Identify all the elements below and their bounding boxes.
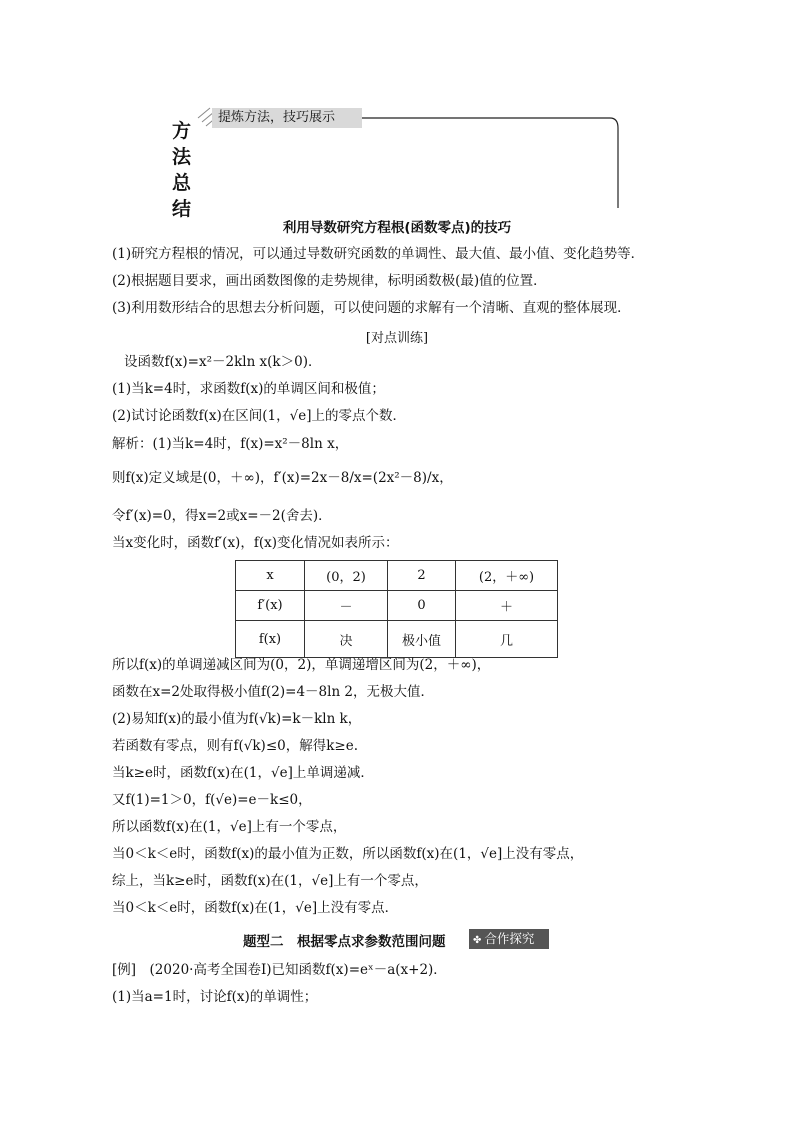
after-table-line-6: 又f(1)=1＞0，f(√e)=e－k≤0， <box>112 792 312 808</box>
problem-stem: 设函数f(x)=x²－2kln x(k＞0)． <box>124 354 322 370</box>
after-table-line-2: 函数在x=2处取得极小值f(2)=4－8ln 2，无极大值． <box>112 684 435 700</box>
table-cell: f′(x) <box>236 591 305 621</box>
after-table-line-4: 若函数有零点，则有f(√k)≤0，解得k≥e. <box>112 738 358 754</box>
solution-line-3: 令f′(x)=0，得x=2或x=－2(舍去)． <box>112 508 332 524</box>
after-table-line-10: 当0＜k＜e时，函数f(x)在(1，√e]上没有零点． <box>112 900 399 916</box>
after-table-line-8: 当0＜k＜e时，函数f(x)的最小值为正数，所以函数f(x)在(1，√e]上没有零点， <box>112 846 584 862</box>
solution-line-4: 当x变化时，函数f′(x)，f(x)变化情况如表所示： <box>112 535 399 551</box>
table-cell: ＋ <box>456 591 558 621</box>
variation-table <box>235 560 558 658</box>
cooperative-explore-badge <box>469 929 549 949</box>
point-1: (1)研究方程根的情况，可以通过导数研究函数的单调性、最大值、最小值、变化趋势等． <box>112 246 645 262</box>
table-cell: 0 <box>388 591 456 621</box>
header-box-label: 提炼方法，技巧展示 <box>212 108 362 128</box>
after-table-line-7: 所以函数f(x)在(1，√e]上有一个零点， <box>112 819 347 835</box>
training-label: [对点训练] <box>365 331 429 346</box>
table-cell: x <box>236 561 305 591</box>
example-line-1: [例] (2020·高考全国卷Ⅰ)已知函数f(x)=eˣ－a(x+2)． <box>112 962 447 978</box>
table-cell: (0，2) <box>305 561 388 591</box>
badge-label: 合作探究 <box>484 931 535 946</box>
table-cell: － <box>305 591 388 621</box>
problem-q2: (2)试讨论函数f(x)在区间(1，√e]上的零点个数． <box>112 408 406 424</box>
after-table-line-3: (2)易知f(x)的最小值为f(√k)=k－kln k， <box>112 711 362 727</box>
type2-title: 题型二 根据零点求参数范围问题 <box>243 934 446 950</box>
after-table-line-9: 综上，当k≥e时，函数f(x)在(1，√e]上有一个零点， <box>112 873 428 889</box>
point-2: (2)根据题目要求，画出函数图像的走势规律，标明函数极(最)值的位置． <box>112 273 547 289</box>
after-table-line-1: 所以f(x)的单调递减区间为(0，2)，单调递增区间为(2，＋∞)， <box>112 657 491 673</box>
point-3: (3)利用数形结合的思想去分析问题，可以使问题的求解有一个清晰、直观的整体展现． <box>112 300 631 316</box>
table-cell: 极小值 <box>388 621 456 658</box>
table-cell: 几 <box>456 621 558 658</box>
example-line-2: (1)当a=1时，讨论f(x)的单调性； <box>112 989 318 1005</box>
problem-q1: (1)当k=4时，求函数f(x)的单调区间和极值； <box>112 381 385 397</box>
section-title: 利用导数研究方程根(函数零点)的技巧 <box>282 220 512 236</box>
method-summary-vertical-title: 方 法 总 结 <box>172 120 193 220</box>
solution-line-2: 则f(x)定义域是(0，＋∞)，f′(x)=2x－8/x=(2x²－8)/x， <box>112 470 453 486</box>
puzzle-icon: ✤ <box>473 935 482 946</box>
table-cell: 决 <box>305 621 388 658</box>
after-table-line-5: 当k≥e时，函数f(x)在(1，√e]上单调递减． <box>112 765 374 781</box>
table-cell: 2 <box>388 561 456 591</box>
table-cell: f(x) <box>236 621 305 658</box>
solution-line-1: 解析：(1)当k=4时，f(x)=x²－8ln x， <box>112 436 349 452</box>
table-cell: (2，＋∞) <box>456 561 558 591</box>
